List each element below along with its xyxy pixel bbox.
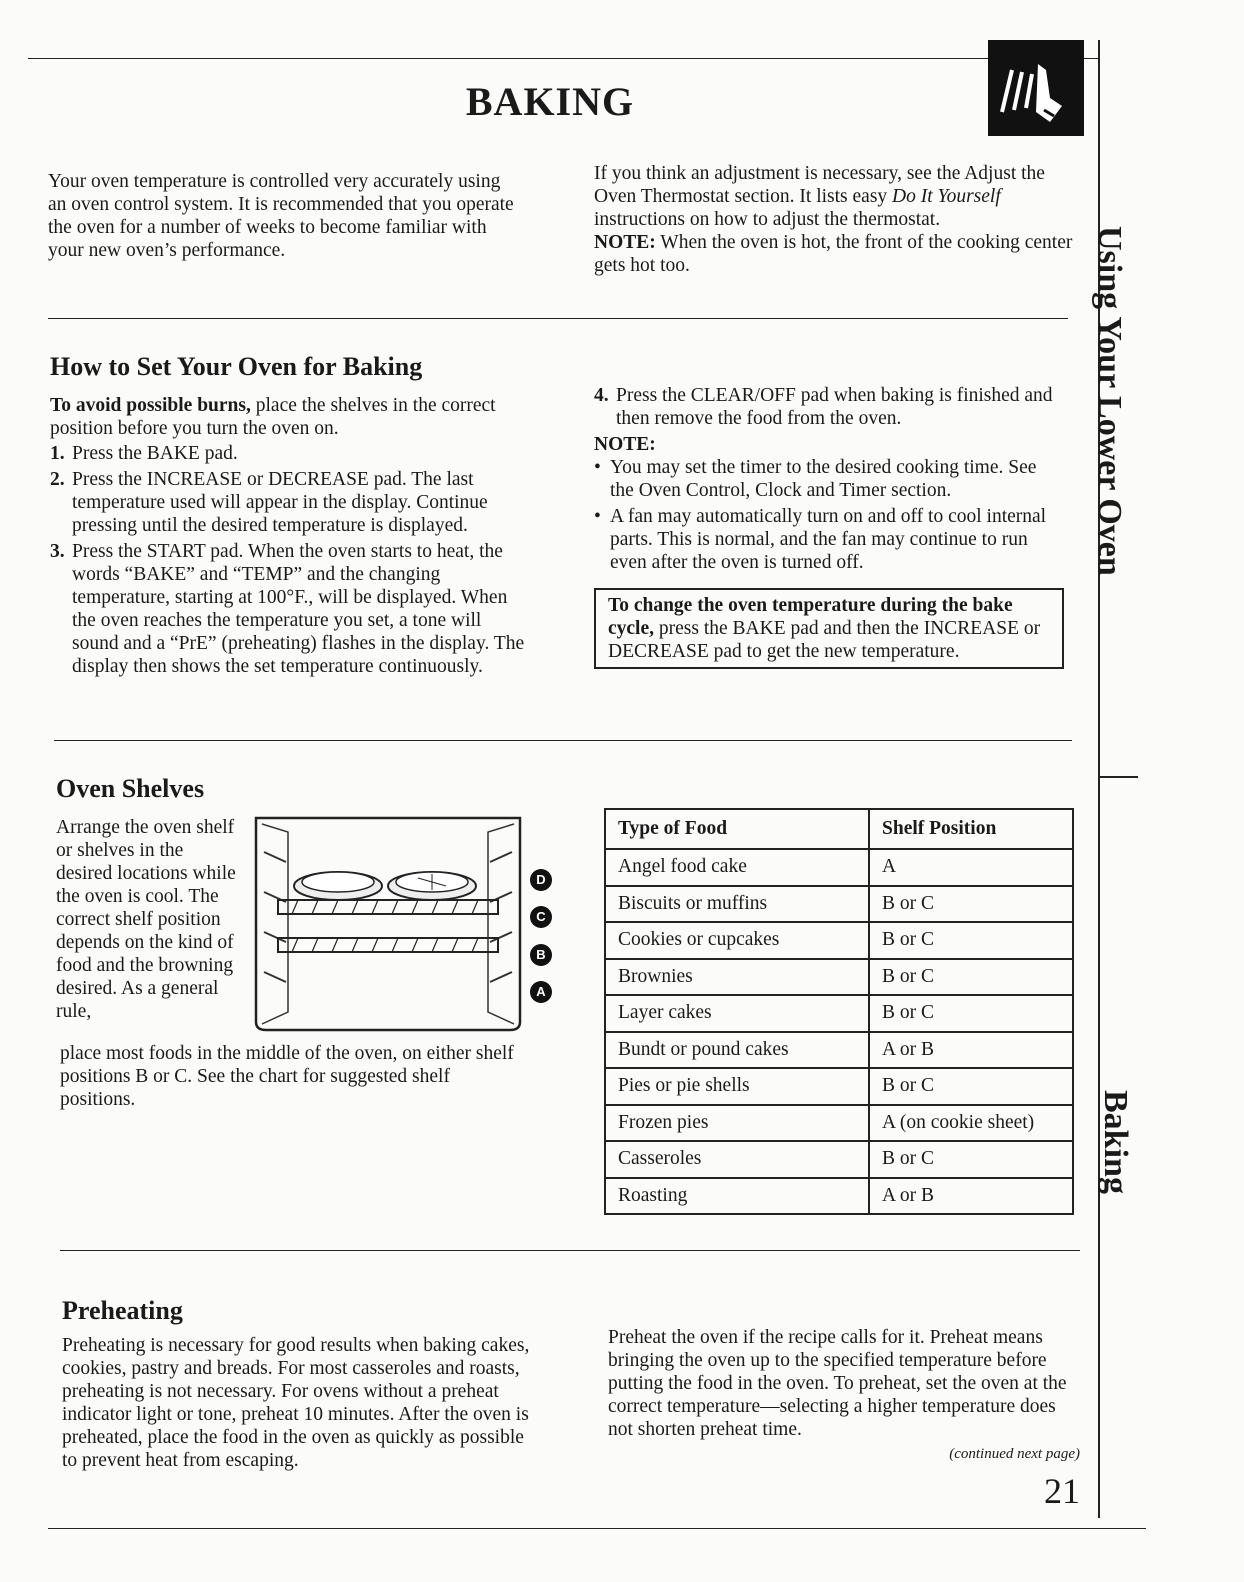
side-tab-baking: Baking	[1097, 1090, 1134, 1194]
position-cell: A or B	[869, 1032, 1073, 1069]
step-4-number: 4.	[594, 385, 609, 406]
shelf-label-a: A	[530, 981, 552, 1003]
intro-right-italic: Do It Yourself	[892, 186, 1001, 207]
intro-right	[594, 162, 1074, 277]
position-cell: B or C	[869, 1141, 1073, 1178]
step-4	[594, 384, 1064, 430]
preheating-right: Preheat the oven if the recipe calls for it. Preheat means bringing the oven up to the specified temperature before putting the food in the oven. To preheat, set the oven at the correct temperature—selecting a higher temperature does not shorten preheat time.	[608, 1327, 1067, 1440]
side-tab-lower-oven: Using Your Lower Oven	[1091, 226, 1128, 576]
food-cell: Roasting	[605, 1178, 869, 1215]
set-oven-right	[594, 384, 1064, 669]
continued-note: (continued next page)	[949, 1446, 1080, 1462]
preheating-heading: Preheating	[62, 1296, 183, 1325]
shelves-text: Arrange the oven shelf or shelves in the desired locations while the oven is cool. The correct shelf position depends on the kind of food and the browning desired. As a general rule,	[56, 817, 236, 1022]
bottom-rule	[48, 1528, 1146, 1529]
table-row	[605, 1068, 1073, 1105]
page-title: BAKING	[465, 79, 635, 124]
notes-label: NOTE:	[594, 434, 656, 455]
intro-note-text: When the oven is hot, the front of the cooking center gets hot too.	[594, 232, 1073, 276]
bullet-dot-icon: •	[594, 457, 601, 478]
section-rule-2	[54, 740, 1072, 741]
box-bold: To change the oven temperature during the bake cycle,	[608, 595, 1013, 639]
oven-shelf-diagram	[248, 812, 528, 1034]
steps-list	[50, 442, 530, 678]
position-cell: A	[869, 849, 1073, 886]
position-cell: B or C	[869, 922, 1073, 959]
position-cell: B or C	[869, 1068, 1073, 1105]
shelf-position-table	[604, 808, 1074, 1215]
table-row	[605, 995, 1073, 1032]
intro-note-label: NOTE:	[594, 232, 656, 253]
step-1-text: Press the BAKE pad.	[72, 443, 238, 464]
notes-list	[594, 456, 1064, 574]
table-row	[605, 849, 1073, 886]
page-number: 21	[1044, 1471, 1080, 1511]
table-header-food: Type of Food	[605, 809, 869, 849]
note-item-2	[594, 505, 1064, 574]
position-cell: A or B	[869, 1178, 1073, 1215]
step-3	[50, 540, 530, 678]
burn-warning-text: place the shelves in the correct position before you turn the oven on.	[50, 395, 496, 439]
intro-right-b: instructions on how to adjust the thermostat.	[594, 209, 941, 230]
step-2-number: 2.	[50, 469, 65, 490]
step-2	[50, 468, 530, 537]
intro-left: Your oven temperature is controlled very accurately using an oven control system. It is recommended that you operate the oven for a number of weeks to become familiar with your new oven’s performance.	[48, 171, 514, 261]
step-3-text: Press the START pad. When the oven starts to heat, the words “BAKE” and “TEMP” and the changing temperature, starting at 100°F., will be displayed. When the oven reaches the temperature you set, a tone will sound and a “PrE” (preheating) flashes in the display. The display then shows the set temperature continuously.	[72, 541, 525, 677]
table-row	[605, 922, 1073, 959]
side-tab-divider	[1098, 776, 1138, 778]
section-rule-1	[48, 318, 1068, 319]
shelf-label-d: D	[530, 869, 552, 891]
box-text: press the BAKE pad and then the INCREASE or DECREASE pad to get the new temperature.	[608, 618, 1041, 662]
table-row	[605, 1178, 1073, 1215]
intro-right-a: If you think an adjustment is necessary, see the Adjust the Oven Thermostat section. It lists easy	[594, 163, 1045, 207]
step-1-number: 1.	[50, 443, 65, 464]
table-row	[605, 1032, 1073, 1069]
shelf-label-c: C	[530, 906, 552, 928]
burn-warning-bold: To avoid possible burns,	[50, 395, 251, 416]
step-1	[50, 442, 530, 465]
note-item-1-text: You may set the timer to the desired cooking time. See the Oven Control, Clock and Timer section.	[610, 457, 1037, 501]
food-cell: Biscuits or muffins	[605, 886, 869, 923]
position-cell: B or C	[869, 886, 1073, 923]
set-oven-heading: How to Set Your Oven for Baking	[50, 352, 423, 381]
top-rule	[28, 58, 1098, 59]
food-cell: Pies or pie shells	[605, 1068, 869, 1105]
step-2-text: Press the INCREASE or DECREASE pad. The last temperature used will appear in the display. Continue pressing until the desired temperature is displayed.	[72, 469, 488, 536]
set-oven-left	[50, 394, 530, 681]
table-header-position: Shelf Position	[869, 809, 1073, 849]
preheating-left: Preheating is necessary for good results when baking cakes, cookies, pastry and breads. For most casseroles and roasts, preheating is not necessary. For ovens without a preheat indicator light or tone, preheat 10 minutes. After the oven is preheated, place the food in the oven as quickly as possible to prevent heat from escaping.	[62, 1335, 530, 1471]
position-cell: B or C	[869, 959, 1073, 996]
shelf-label-b: B	[530, 944, 552, 966]
food-cell: Frozen pies	[605, 1105, 869, 1142]
table-row	[605, 1141, 1073, 1178]
bullet-dot-icon: •	[594, 506, 601, 527]
step-3-number: 3.	[50, 541, 65, 562]
position-cell: B or C	[869, 995, 1073, 1032]
table-row	[605, 886, 1073, 923]
food-cell: Bundt or pound cakes	[605, 1032, 869, 1069]
shelves-heading: Oven Shelves	[56, 774, 205, 803]
section-rule-3	[60, 1250, 1080, 1251]
note-item-1	[594, 456, 1064, 502]
burn-warning	[50, 394, 530, 440]
position-cell: A (on cookie sheet)	[869, 1105, 1073, 1142]
food-cell: Layer cakes	[605, 995, 869, 1032]
shelves-text-cont: place most foods in the middle of the oven, on either shelf positions B or C. See the chart for suggested shelf positions.	[60, 1043, 514, 1110]
food-cell: Brownies	[605, 959, 869, 996]
table-row	[605, 1105, 1073, 1142]
food-cell: Cookies or cupcakes	[605, 922, 869, 959]
step-4-text: Press the CLEAR/OFF pad when baking is finished and then remove the food from the oven.	[616, 385, 1053, 429]
food-cell: Angel food cake	[605, 849, 869, 886]
table-row	[605, 959, 1073, 996]
note-item-2-text: A fan may automatically turn on and off to cool internal parts. This is normal, and the fan may continue to run even after the oven is turned off.	[610, 506, 1047, 573]
temperature-change-box	[594, 588, 1064, 669]
food-cell: Casseroles	[605, 1141, 869, 1178]
table-header-row	[605, 809, 1073, 849]
